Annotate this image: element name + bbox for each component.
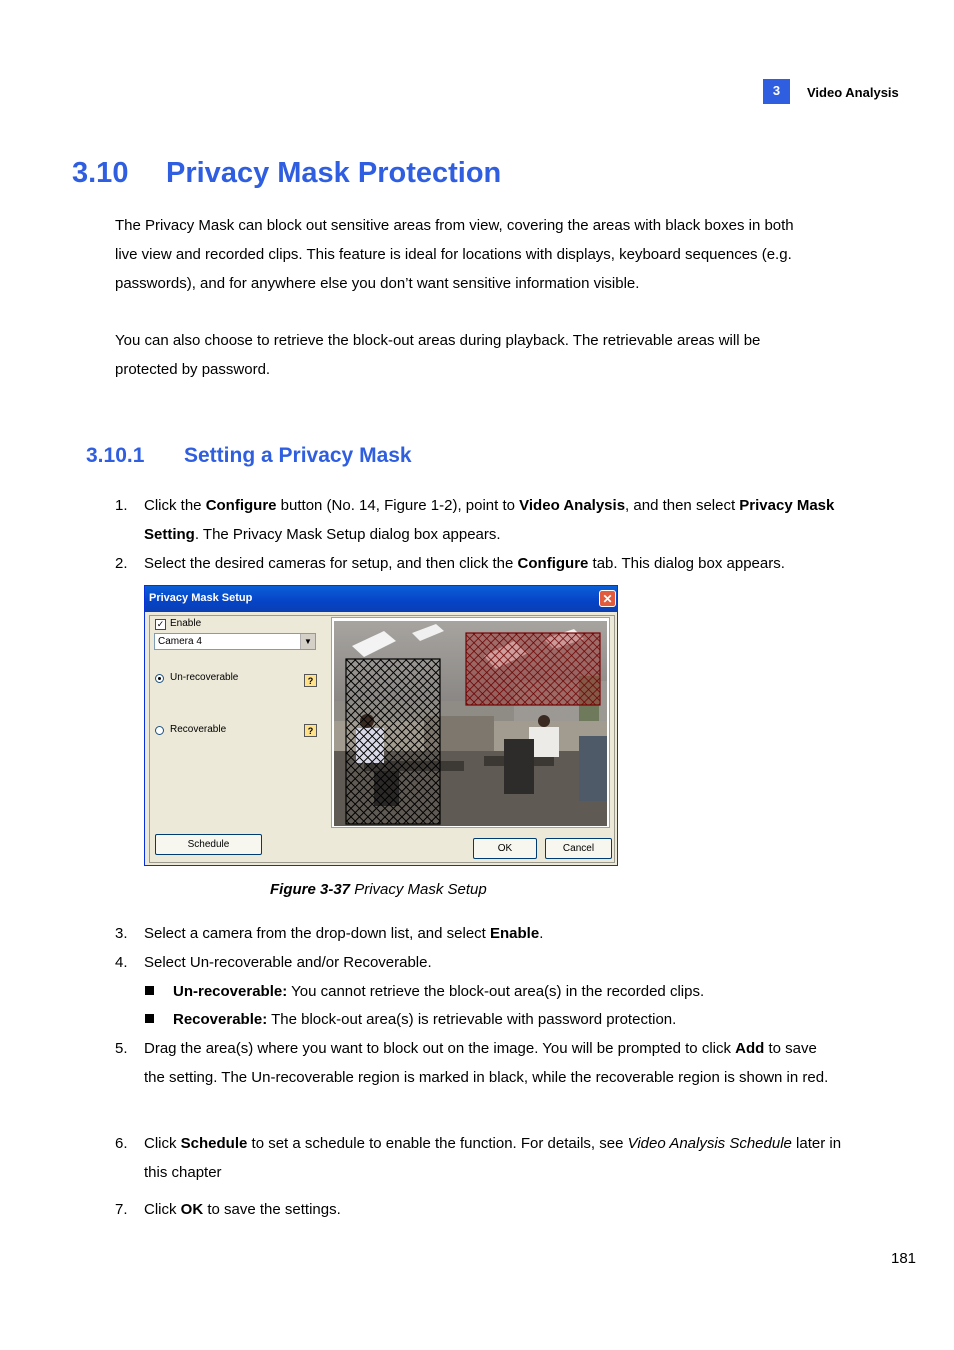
chapter-title: Video Analysis <box>807 85 899 100</box>
close-icon[interactable]: ✕ <box>599 590 616 607</box>
step-text: Drag the area(s) where you want to block out on the image. You will be prompted to click Add to save the setting. The Un-recoverable region is marked in black, while the recoverable region is shown in red. <box>144 1040 829 1086</box>
step-number: 3. <box>115 925 128 942</box>
help-icon[interactable]: ? <box>304 674 317 687</box>
intro-line: protected by password. <box>115 361 271 378</box>
subsection-title: Setting a Privacy Mask <box>184 444 412 467</box>
recoverable-label: Recoverable <box>170 724 227 735</box>
step-number: 5. <box>115 1040 128 1057</box>
help-icon[interactable]: ? <box>304 724 317 737</box>
section-number: 3.10 <box>72 157 129 189</box>
step-text: Click the Configure button (No. 14, Figure 1-2), point to Video Analysis, and then select Privacy Mask Setting. The Privacy Mask Setup dialog box appears. <box>144 497 835 543</box>
dialog-title: Privacy Mask Setup <box>149 592 253 604</box>
camera-preview-frame <box>331 617 610 828</box>
intro-line: The Privacy Mask can block out sensitive areas from view, covering the areas with black boxes in both <box>115 217 794 234</box>
step-number: 2. <box>115 555 128 572</box>
step-number: 6. <box>115 1135 128 1152</box>
dialog-titlebar <box>145 586 617 612</box>
schedule-button[interactable]: Schedule <box>155 834 262 855</box>
chevron-down-icon[interactable]: ▼ <box>300 634 315 649</box>
page-number: 181 <box>891 1250 917 1267</box>
intro-line: You can also choose to retrieve the block-out areas during playback. The retrievable areas will be <box>115 332 761 349</box>
step-number: 4. <box>115 954 128 971</box>
step-text: Select a camera from the drop-down list, and select Enable. <box>144 925 544 942</box>
enable-label: Enable <box>170 618 202 629</box>
camera-select[interactable] <box>154 633 316 650</box>
camera-select-value: Camera 4 <box>158 636 202 647</box>
subsection-number: 3.10.1 <box>86 444 145 467</box>
intro-line: passwords), and for anywhere else you don’t want sensitive information visible. <box>115 275 640 292</box>
camera-preview-image[interactable] <box>334 621 607 826</box>
section-heading <box>72 157 501 190</box>
subsection-heading <box>86 444 412 468</box>
ok-button[interactable]: OK <box>473 838 537 859</box>
unrecoverable-radio[interactable] <box>155 674 164 683</box>
bullet-item: Recoverable: The block-out area(s) is retrievable with password protection. <box>145 1011 676 1028</box>
square-bullet-icon <box>145 986 154 995</box>
step-text: Click OK to save the settings. <box>144 1201 341 1218</box>
unrecoverable-label: Un-recoverable <box>170 672 239 683</box>
step-text: Click Schedule to set a schedule to enable the function. For details, see Video Analysis Schedule later in this chapter <box>144 1135 842 1181</box>
chapter-number-badge: 3 <box>763 79 790 104</box>
recoverable-radio[interactable] <box>155 726 164 735</box>
step-number: 7. <box>115 1201 128 1218</box>
enable-checkbox[interactable]: ✓ <box>156 619 165 629</box>
step-number: 1. <box>115 497 128 514</box>
privacy-mask-setup-dialog <box>144 585 618 866</box>
bullet-item: Un-recoverable: You cannot retrieve the block-out area(s) in the recorded clips. <box>145 983 704 1000</box>
step-text: Select the desired cameras for setup, and then click the Configure tab. This dialog box appears. <box>144 555 785 572</box>
section-title: Privacy Mask Protection <box>166 157 502 189</box>
intro-line: live view and recorded clips. This feature is ideal for locations with displays, keyboard sequences (e.g. <box>115 246 792 263</box>
step-text: Select Un-recoverable and/or Recoverable. <box>144 954 432 971</box>
cancel-button[interactable]: Cancel <box>545 838 612 859</box>
square-bullet-icon <box>145 1014 154 1023</box>
figure-caption: Figure 3-37 Privacy Mask Setup <box>270 881 487 898</box>
